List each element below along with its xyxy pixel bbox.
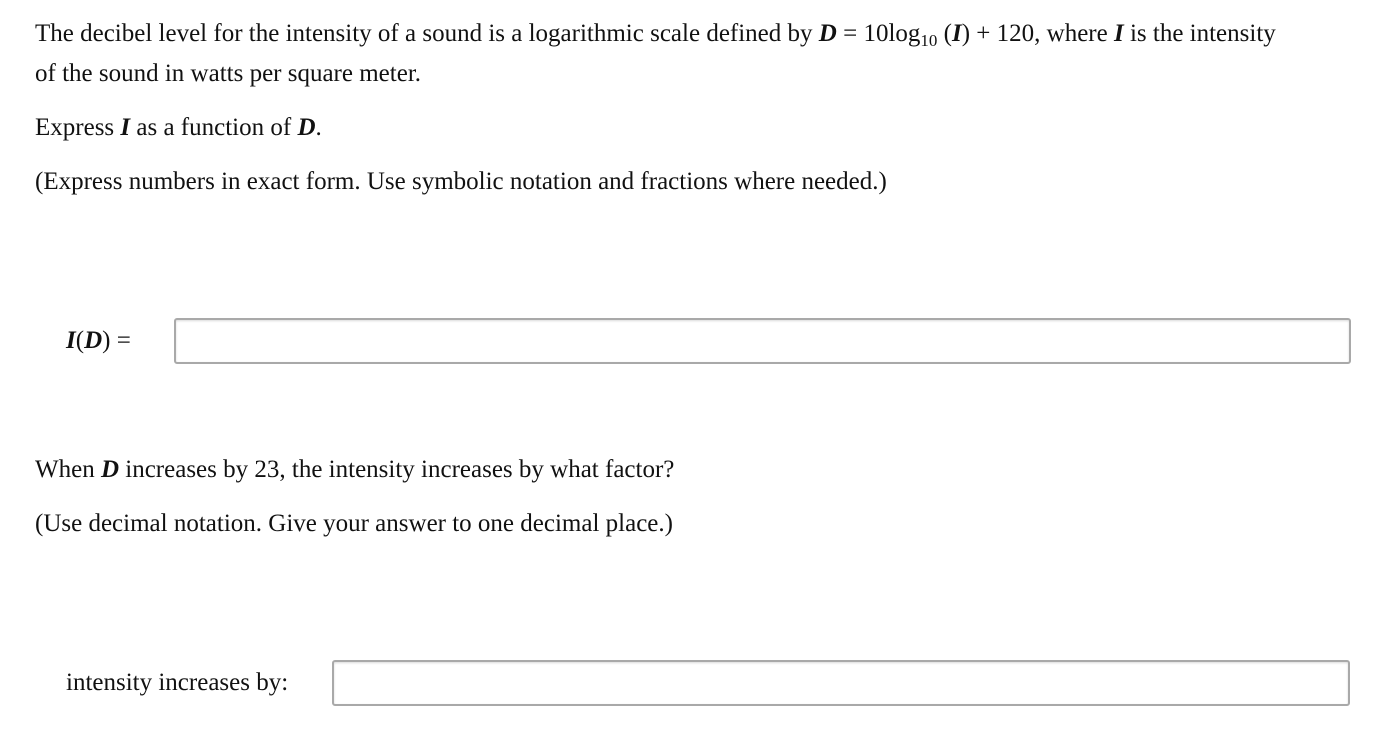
variable-i-2: I [1113, 20, 1124, 47]
formula-arg-close: ) + 120, where [961, 20, 1114, 47]
function-label-d: D [84, 327, 103, 354]
question-2-block [35, 450, 674, 544]
question-2-prefix: When [35, 456, 101, 483]
question-1 [35, 108, 1391, 148]
function-label-i: I [66, 327, 76, 354]
problem-statement [35, 14, 1391, 202]
formula-arg-open: ( [937, 20, 952, 47]
question-1-prefix: Express [35, 114, 121, 141]
question-2 [35, 450, 674, 490]
question-1-end: . [315, 114, 322, 141]
equals-sign: = [836, 20, 864, 47]
question-1-middle: as a function of [130, 114, 298, 141]
question-1-note: (Express numbers in exact form. Use symbolic notation and fractions where needed.) [35, 168, 887, 195]
factor-answer-input[interactable] [332, 660, 1350, 706]
intro-tail: is the intensity [1123, 20, 1276, 47]
question-1-var-d: D [297, 114, 316, 141]
question-1-var-i: I [120, 114, 131, 141]
function-answer-input[interactable] [174, 318, 1351, 364]
problem-line-2: of the sound in watts per square meter. [35, 60, 422, 87]
function-label-open: ( [75, 327, 85, 354]
log-base: 10 [920, 31, 938, 50]
log-function: log [888, 20, 921, 47]
variable-d: D [818, 20, 837, 47]
variable-i: I [951, 20, 962, 47]
function-label-close: ) = [102, 327, 131, 354]
answer-row-factor [66, 660, 1350, 706]
formula-coefficient: 10 [863, 20, 889, 47]
question-2-var-d: D [100, 456, 120, 483]
function-label [66, 327, 174, 355]
question-2-middle: increases by 23, the intensity increases by what factor? [119, 456, 675, 483]
answer-row-function [66, 318, 1351, 364]
intro-text: The decibel level for the intensity of a sound is a logarithmic scale defined by [35, 20, 819, 47]
question-2-note: (Use decimal notation. Give your answer to one decimal place.) [35, 510, 673, 537]
problem-line-1 [35, 14, 1391, 54]
factor-label: intensity increases by: [66, 669, 289, 696]
